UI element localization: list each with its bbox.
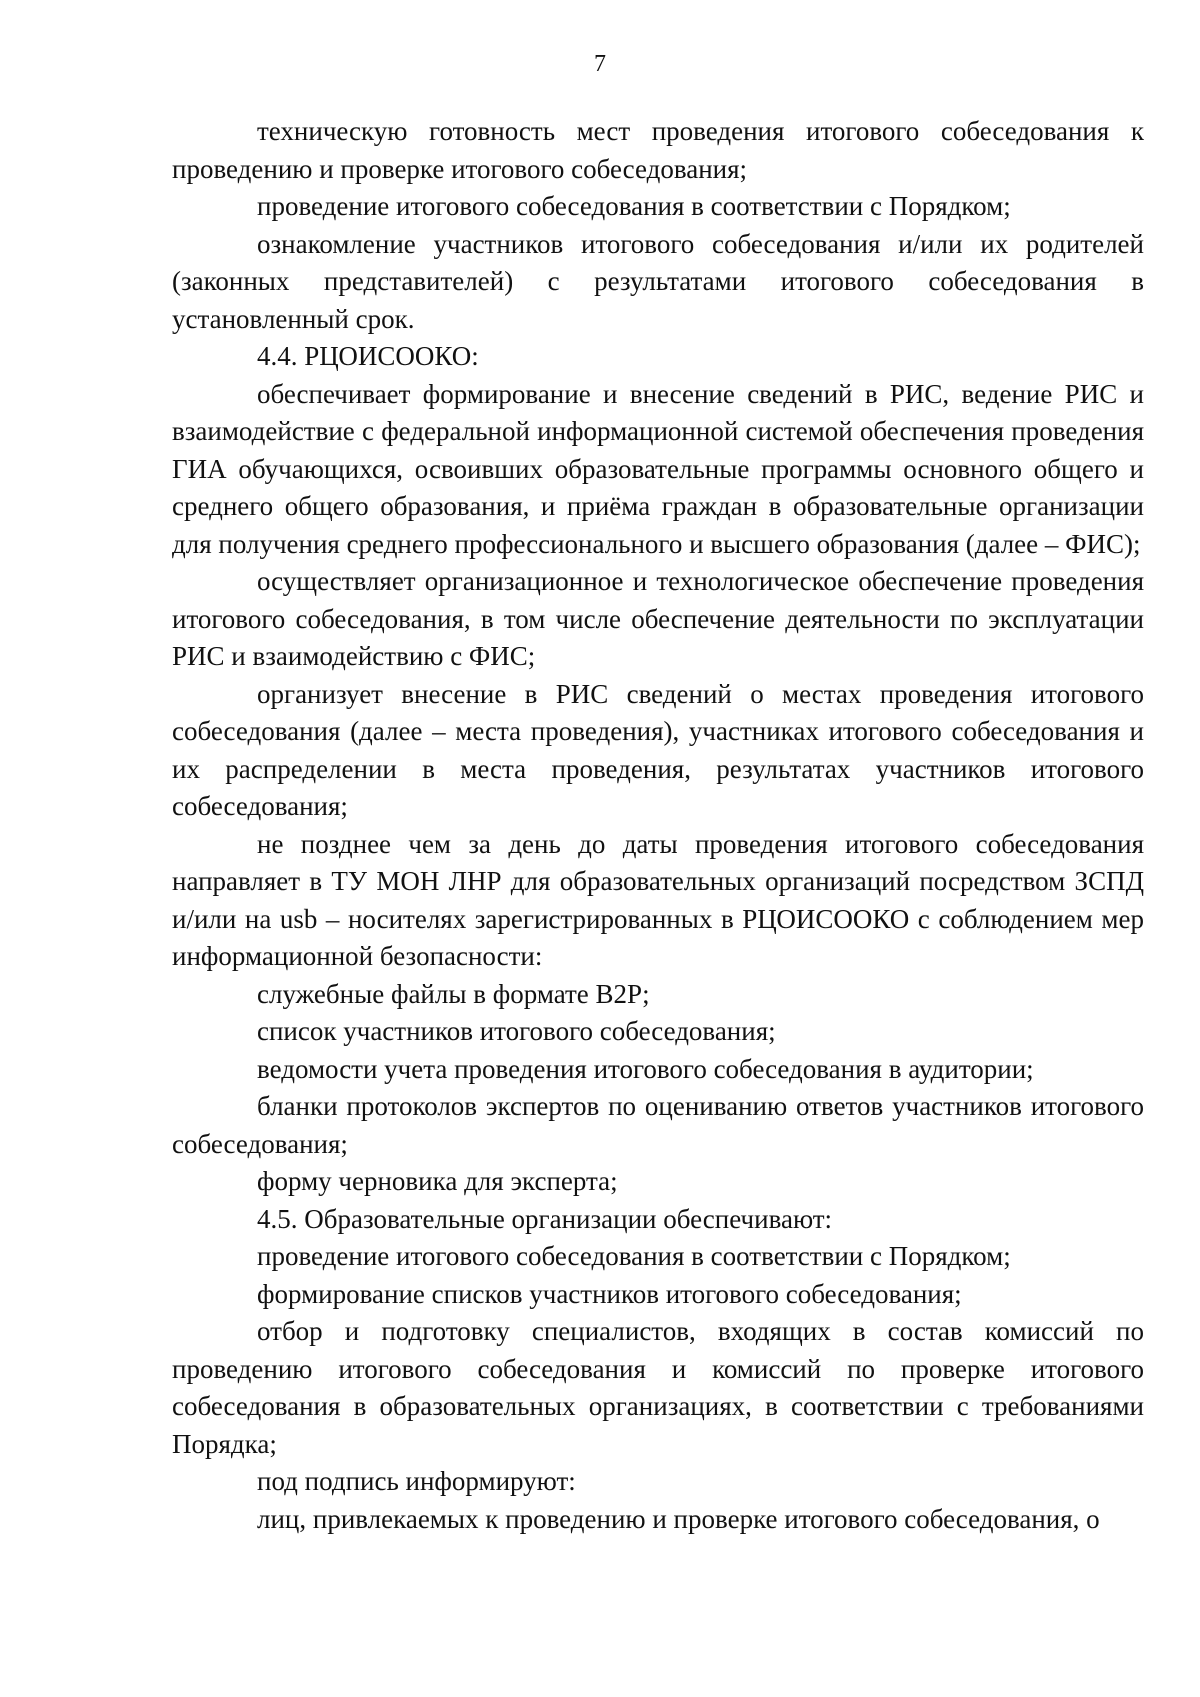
page-number: 7 xyxy=(594,51,606,77)
paragraph: проведение итогового собеседования в соответствии с Порядком; xyxy=(257,1241,1011,1271)
list-item: бланки протоколов экспертов по оцениванию ответов участников итогового собеседования; xyxy=(172,1091,1144,1159)
list-item: список участников итогового собеседования; xyxy=(257,1016,776,1046)
section-heading-4-4: 4.4. РЦОИСООКО: xyxy=(257,341,479,371)
paragraph: обеспечивает формирование и внесение сведений в РИС, ведение РИС и взаимодействие с федеральной информационной системой обеспечения проведения ГИА обучающихся, освоивших образовательные программы основного общего и среднего общего образования, и приёма граждан в образовательные организации для получения среднего профессионального и высшего образования (далее – ФИС); xyxy=(172,378,1144,559)
document-body xyxy=(172,113,1144,1538)
paragraph: организует внесение в РИС сведений о местах проведения итогового собеседования (далее – места проведения), участниках итогового собеседования и их распределении в места проведения, результатах участников итогового собеседования; xyxy=(172,678,1144,821)
paragraph: лиц, привлекаемых к проведению и проверке итогового собеседования, о xyxy=(257,1503,1100,1534)
paragraph: осуществляет организационное и технологическое обеспечение проведения итогового собеседования, в том числе обеспечение деятельности по эксплуатации РИС и взаимодействию с ФИС; xyxy=(172,566,1144,671)
paragraph: техническую готовность мест проведения итогового собеседования к проведению и проверке итогового собеседования; xyxy=(172,116,1144,184)
list-item: служебные файлы в формате B2P; xyxy=(257,978,650,1009)
paragraph: формирование списков участников итогового собеседования; xyxy=(257,1278,962,1309)
list-item: форму черновика для эксперта; xyxy=(257,1166,618,1196)
paragraph: не позднее чем за день до даты проведения итогового собеседования направляет в ТУ МОН ЛНР для образовательных организаций посредством ЗСПД и/или на usb – носителях зарегистрированных в РЦОИСООКО с соблюдением мер информационной безопасности: xyxy=(172,828,1144,971)
paragraph: проведение итогового собеседования в соответствии с Порядком; xyxy=(257,191,1011,221)
section-heading-4-5: 4.5. Образовательные организации обеспечивают: xyxy=(257,1203,833,1234)
paragraph: ознакомление участников итогового собеседования и/или их родителей (законных представителей) с результатами итогового собеседования в установленный срок. xyxy=(172,228,1144,334)
paragraph: отбор и подготовку специалистов, входящих в состав комиссий по проведению итогового собеседования и комиссий по проверке итогового собеседования в образовательных организациях, в соответствии с требованиями Порядка; xyxy=(172,1316,1144,1459)
paragraph: под подпись информируют: xyxy=(257,1466,576,1496)
list-item: ведомости учета проведения итогового собеседования в аудитории; xyxy=(257,1053,1034,1084)
